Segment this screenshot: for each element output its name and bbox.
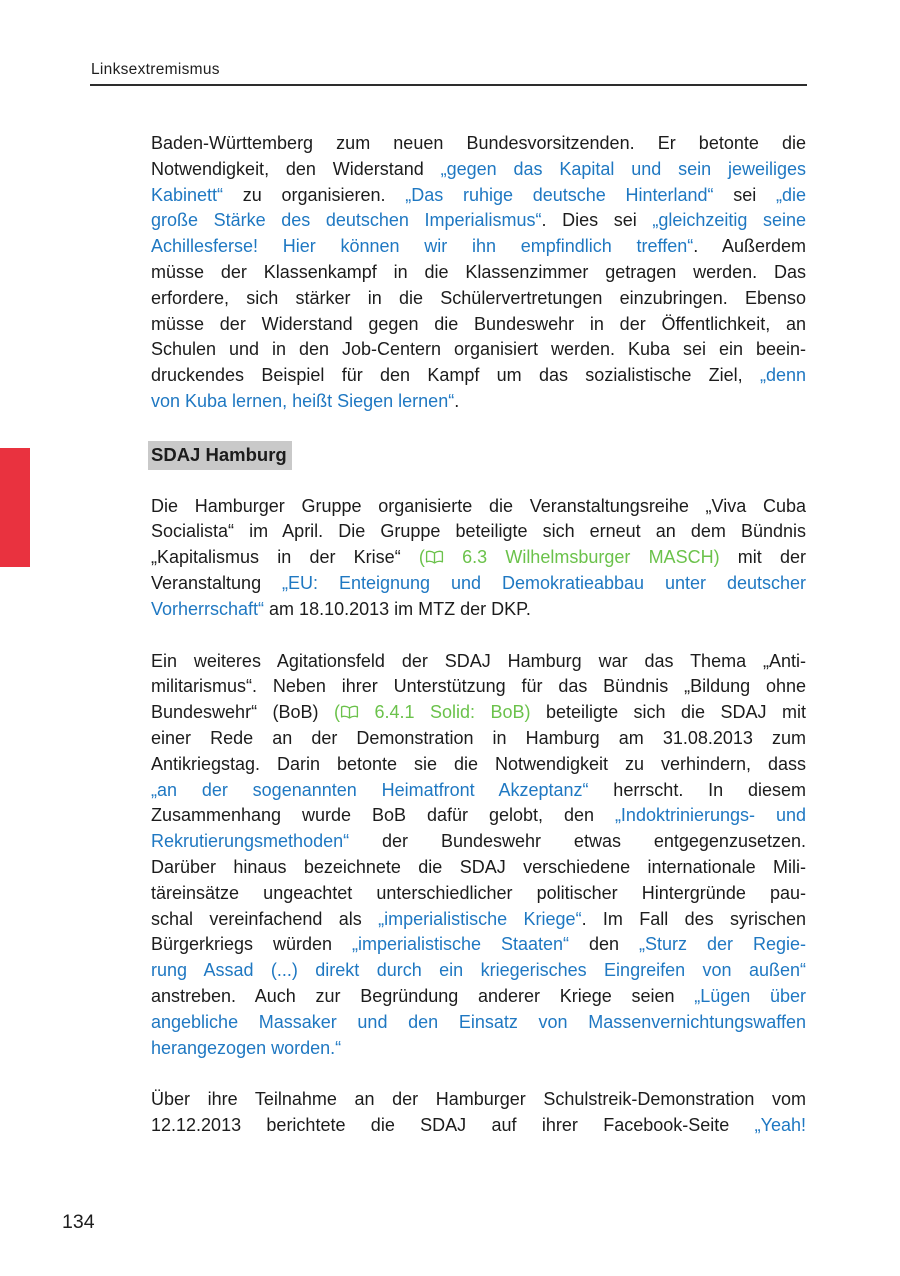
quoted-text: große Stärke des deutschen Imperialismus“ [151,210,542,231]
text-line [151,571,806,597]
text-line [151,829,806,855]
header-rule [90,84,807,86]
text-line [151,1036,806,1062]
text-line [151,208,806,234]
text-line [151,597,806,623]
text-run: Über ihre Teilnahme an der Hamburger Schulstreik-Demonstration vom [151,1089,806,1110]
text-line [151,260,806,286]
text-line [151,803,806,829]
text-run: erfordere, sich stärker in die Schülervertretungen einzubringen. Ebenso [151,287,806,308]
quoted-text: „Indoktrinierungs- und [614,805,806,826]
section-heading [151,441,806,470]
quoted-text: „an der sogenannten Heimatfront Akzeptanz“ [151,779,589,800]
text-line [151,932,806,958]
text-line [151,674,806,700]
text-run: Bundeswehr“ (BoB) [151,702,335,723]
text-run: Notwendigkeit, den Widerstand [151,158,441,179]
quoted-text: „Yeah! [754,1115,806,1136]
text-run: täreinsätze ungeachtet unterschiedlicher politischer Hintergründe pau- [151,882,806,903]
quoted-text: „Sturz der Regie- [639,934,806,955]
text-run: schal vereinfachend als [151,908,379,929]
text-line [151,519,806,545]
quoted-text: von Kuba lernen, heißt Siegen lernen“ [151,390,455,411]
text-run: am 18.10.2013 im MTZ der DKP. [264,598,531,619]
quoted-text: angebliche Massaker und den Einsatz von Massenvernichtungswaffen [151,1011,806,1032]
quoted-text: rung Assad (...) direkt durch ein kriegerisches Eingreifen von außen“ [151,960,806,981]
text-run: . Im Fall des syrischen [581,908,806,929]
text-line [151,907,806,933]
quoted-text: „denn [759,365,806,386]
text-line [151,984,806,1010]
text-line [151,1087,806,1113]
text-run: . Dies sei [541,210,653,231]
text-run: einer Rede an der Demonstration in Hamburg am 31.08.2013 zum [151,727,806,748]
text-run: Socialista“ im April. Die Gruppe beteiligte sich erneut an dem Bündnis [151,521,806,542]
text-run: 12.12.2013 berichtete die SDAJ auf ihrer Facebook-Seite [151,1115,755,1136]
text-run: Darüber hinaus bezeichnete die SDAJ verschiedene internationale Mili- [151,856,806,877]
text-run: Zusammenhang wurde BoB dafür gelobt, den [151,805,615,826]
text-line [151,881,806,907]
text-line [151,337,806,363]
text-run: den [569,934,640,955]
quoted-text: „EU: Enteignung und Demokratieabbau unter deutscher [282,572,806,593]
text-run: militarismus“. Neben ihrer Unterstützung für das Bündnis „Bildung ohne [151,676,806,697]
text-run: anstreben. Auch zur Begründung anderer Kriege seien [151,985,695,1006]
page-number: 134 [62,1211,95,1233]
open-book-icon [340,702,359,722]
quoted-text: Vorherrschaft“ [151,598,265,619]
text-run: mit der [719,547,806,568]
cross-reference[interactable]: 6.4.1 Solid: BoB) [359,702,531,723]
paragraph [151,649,806,1062]
text-line [151,855,806,881]
text-line [151,494,806,520]
cross-reference[interactable]: ( [334,702,341,723]
quoted-text: Rekrutierungsmethoden“ [151,831,350,852]
text-line [151,1010,806,1036]
quoted-text: „Lügen über [694,985,806,1006]
text-run: . [454,390,460,411]
text-run: Veranstaltung [151,572,283,593]
paragraph [151,131,806,415]
text-line [151,958,806,984]
text-run: beteiligte sich die SDAJ mit [530,702,807,723]
quoted-text: „die [775,184,806,205]
text-line [151,1113,806,1139]
quoted-text: „imperialistische Kriege“ [378,908,582,929]
text-run: druckendes Beispiel für den Kampf um das sozialistische Ziel, [151,365,760,386]
quoted-text: „gegen das Kapital und sein jeweiliges [440,158,807,179]
cross-reference[interactable]: ( [418,547,425,568]
text-run: müsse der Widerstand gegen die Bundeswehr in der Öffentlichkeit, an [151,313,806,334]
text-run: sei [713,184,776,205]
text-line [151,778,806,804]
running-header-title: Linksextremismus [91,61,220,78]
paragraph [151,1087,806,1139]
text-line [151,700,806,726]
quoted-text: Kabinett“ [151,184,224,205]
text-line [151,131,806,157]
text-line [151,312,806,338]
text-line [151,183,806,209]
section-heading-highlight: SDAJ Hamburg [148,441,292,470]
text-run: „Kapitalismus in der Krise“ [151,547,419,568]
text-line [151,649,806,675]
text-line [151,726,806,752]
text-run: Ein weiteres Agitationsfeld der SDAJ Hamburg war das Thema „Anti- [151,650,806,671]
text-line [151,545,806,571]
text-run: der Bundeswehr etwas entgegenzusetzen. [349,831,806,852]
text-line [151,286,806,312]
text-run: müsse der Klassenkampf in die Klassenzimmer getragen werden. Das [151,261,806,282]
cross-reference[interactable]: 6.3 Wilhelmsburger MASCH) [443,547,720,568]
quoted-text: herangezogen worden.“ [151,1037,342,1058]
text-run: zu organisieren. [223,184,406,205]
text-line [151,234,806,260]
paragraph [151,494,806,623]
text-line [151,157,806,183]
text-run: Schulen und in den Job-Centern organisiert werden. Kuba sei ein beein- [151,339,806,360]
text-run: Bürgerkriegs würden [151,934,352,955]
text-run: Antikriegstag. Darin betonte sie die Notwendigkeit zu verhindern, dass [151,753,806,774]
quoted-text: „imperialistische Staaten“ [352,934,570,955]
text-run: herrscht. In diesem [588,779,806,800]
chapter-thumb-marker [0,448,30,567]
text-run: Baden-Württemberg zum neuen Bundesvorsitzenden. Er betonte die [151,133,806,153]
quoted-text: „Das ruhige deutsche Hinterland“ [405,184,714,205]
text-run: . Außerdem [693,236,806,257]
text-column [151,131,806,1165]
open-book-icon [425,547,444,567]
text-line [151,752,806,778]
text-line [151,363,806,389]
quoted-text: Achillesferse! Hier können wir ihn empfindlich treffen“ [151,236,694,257]
quoted-text: „gleichzeitig seine [652,210,807,231]
text-line [151,389,806,415]
text-run: Die Hamburger Gruppe organisierte die Veranstaltungsreihe „Viva Cuba [151,495,806,516]
